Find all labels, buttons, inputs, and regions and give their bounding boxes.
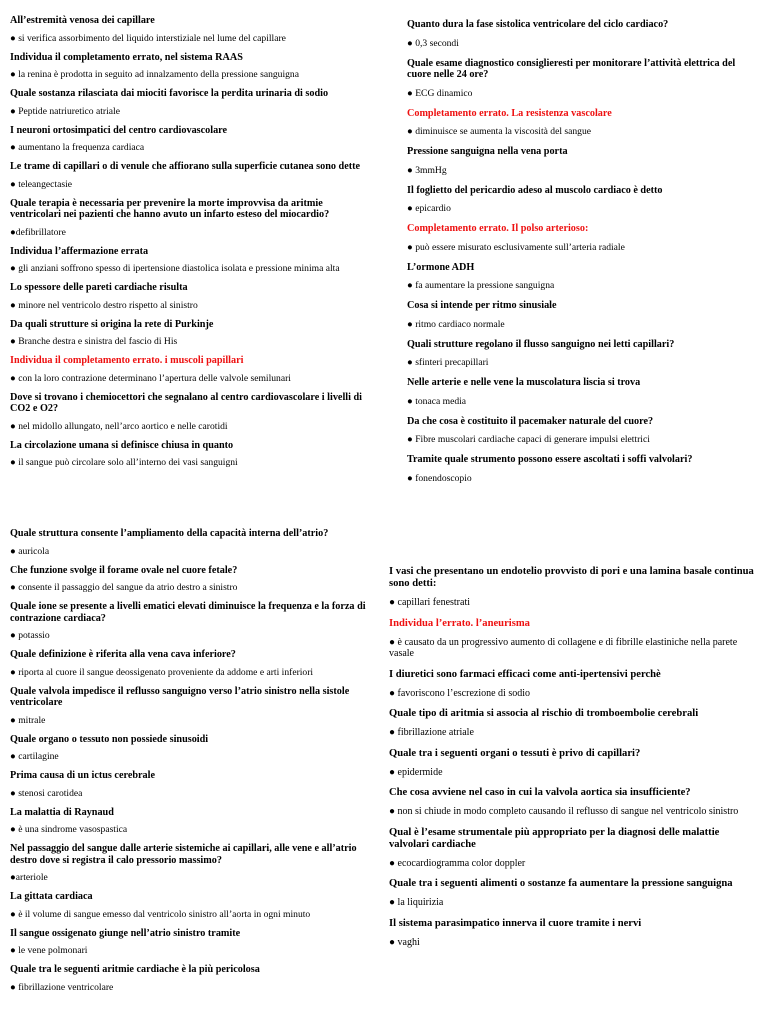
question-text: Quale tra i seguenti organi o tessuti è privo di capillari? xyxy=(389,747,641,759)
answer-text: ● epicardio xyxy=(407,203,451,214)
question-text: Il sangue ossigenato giunge nell’atrio sinistro tramite xyxy=(10,927,241,939)
question-text: Nel passaggio del sangue dalle arterie sistemiche ai capillari, alle vene e all’atrio destro dove si registra il calo pressorio massimo? xyxy=(10,843,357,866)
answer-text: ● la renina è prodotta in seguito ad innalzamento della pressione sanguigna xyxy=(10,69,299,80)
answer-text: ● sfinteri precapillari xyxy=(407,357,489,368)
answer-text: ● potassio xyxy=(10,630,50,641)
answer-text: ● 3mmHg xyxy=(407,164,447,176)
question-text: Quale tipo di aritmia si associa al rischio di tromboembolie cerebrali xyxy=(389,708,699,719)
question-text: Cosa si intende per ritmo sinusiale xyxy=(407,300,557,311)
answer-text: ● fibrillazione ventricolare xyxy=(10,981,114,993)
answer-text: ● 0,3 secondi xyxy=(407,37,459,49)
question-text: I diuretici sono farmaci efficaci come anti-ipertensivi perchè xyxy=(389,668,661,680)
question-text: La gittata cardiaca xyxy=(10,891,93,902)
answer-text: ● le vene polmonari xyxy=(10,945,88,956)
answer-text: ● capillari fenestrati xyxy=(389,597,471,608)
answer-text: ● cartilagine xyxy=(10,751,59,762)
question-text: Qual è l’esame strumentale più appropriato per la diagnosi delle malattie valvolari cardiache xyxy=(389,826,720,850)
answer-text: ● consente il passaggio del sangue da atrio destro a sinistro xyxy=(10,582,238,593)
question-text: Prima causa di un ictus cerebrale xyxy=(10,770,155,781)
column-bottom-right xyxy=(389,566,754,957)
question-text: Individua il completamento errato, nel sistema RAAS xyxy=(10,51,243,63)
answer-text: ● gli anziani soffrono spesso di ipertensione diastolica isolata e pressione minima alta xyxy=(10,263,340,274)
question-text: Le trame di capillari o di venule che affiorano sulla superficie cutanea sono dette xyxy=(10,161,361,172)
question-text: I vasi che presentano un endotelio provvisto di pori e una lamina basale continua sono detti: xyxy=(389,566,754,589)
question-text: Quale valvola impedisce il reflusso sanguigno verso l’atrio sinistro nella sistole ventricolare xyxy=(10,685,350,708)
answer-text: ● non si chiude in modo completo causando il reflusso di sangue nel ventricolo sinistro xyxy=(389,806,739,817)
question-text: Individua il completamento errato. i muscoli papillari xyxy=(10,355,244,366)
answer-text: ● è causato da un progressivo aumento di collagene e di fibrille elastiniche nella parete vasale xyxy=(389,636,738,659)
question-text: Dove si trovano i chemiocettori che segnalano al centro cardiovascolare i livelli di CO2 e O2? xyxy=(10,391,362,414)
question-text: Quali strutture regolano il flusso sanguigno nei letti capillari? xyxy=(407,338,675,350)
answer-text: ● il sangue può circolare solo all’interno dei vasi sanguigni xyxy=(10,457,238,468)
answer-text: ● fibrillazione atriale xyxy=(389,727,474,738)
question-text: Pressione sanguigna nella vena porta xyxy=(407,146,568,157)
question-text: Quale tra i seguenti alimenti o sostanze fa aumentare la pressione sanguigna xyxy=(389,878,733,889)
answer-text: ● è una sindrome vasospastica xyxy=(10,824,128,835)
answer-text: ● Peptide natriuretico atriale xyxy=(10,105,120,117)
answer-text: ● favoriscono l’escrezione di sodio xyxy=(389,687,530,699)
answer-text: ● ritmo cardiaco normale xyxy=(407,318,505,330)
answer-text: ● ecocardiogramma color doppler xyxy=(389,857,526,869)
answer-text: ● auricola xyxy=(10,545,50,557)
answer-text: ● si verifica assorbimento del liquido interstiziale nel lume del capillare xyxy=(10,32,286,44)
question-text: Che funzione svolge il forame ovale nel cuore fetale? xyxy=(10,564,238,576)
answer-text: ●arteriole xyxy=(10,872,48,883)
question-text: Quale tra le seguenti aritmie cardiache è la più pericolosa xyxy=(10,964,260,975)
question-text: Lo spessore delle pareti cardiache risulta xyxy=(10,282,188,293)
question-text: Quale sostanza rilasciata dai miociti favorisce la perdita urinaria di sodio xyxy=(10,88,329,99)
column-bottom-left xyxy=(10,528,370,1001)
answer-text: ● riporta al cuore il sangue deossigenato proveniente da addome e arti inferiori xyxy=(10,666,314,678)
question-text: Quale struttura consente l’ampliamento della capacità interna dell’atrio? xyxy=(10,528,329,539)
question-text: I neuroni ortosimpatici del centro cardiovascolare xyxy=(10,124,228,136)
question-text: Il foglietto del pericardio adeso al muscolo cardiaco è detto xyxy=(407,184,663,196)
answer-text: ● stenosi carotidea xyxy=(10,787,83,799)
question-text: Completamento errato. Il polso arterioso: xyxy=(407,223,589,234)
question-text: Completamento errato. La resistenza vascolare xyxy=(407,107,612,119)
answer-text: ●defibrillatore xyxy=(10,226,66,238)
answer-text: ● tonaca media xyxy=(407,395,467,407)
question-text: All’estremità venosa dei capillare xyxy=(10,15,155,26)
answer-text: ● aumentano la frequenza cardiaca xyxy=(10,142,145,153)
question-text: La malattia di Raynaud xyxy=(10,806,114,818)
answer-text: ● con la loro contrazione determinano l’apertura delle valvole semilunari xyxy=(10,372,291,384)
question-text: La circolazione umana si definisce chiusa in quanto xyxy=(10,439,234,451)
answer-text: ● diminuisce se aumenta la viscosità del sangue xyxy=(407,126,592,137)
answer-text: ● può essere misurato esclusivamente sull’arteria radiale xyxy=(407,241,625,253)
answer-text: ● Branche destra e sinistra del fascio di His xyxy=(10,336,178,347)
question-text: Individua l’errato. l’aneurisma xyxy=(389,617,530,629)
question-text: Quale definizione è riferita alla vena cava inferiore? xyxy=(10,649,236,660)
question-text: Che cosa avviene nel caso in cui la valvola aortica sia insufficiente? xyxy=(389,787,691,798)
answer-text: ● epidermide xyxy=(389,766,443,778)
answer-text: ● è il volume di sangue emesso dal ventricolo sinistro all’aorta in ogni minuto xyxy=(10,908,311,920)
answer-text: ● minore nel ventricolo destro rispetto al sinistro xyxy=(10,299,198,311)
answer-text: ● fa aumentare la pressione sanguigna xyxy=(407,280,555,291)
column-top-right xyxy=(407,19,752,493)
question-text: Quale esame diagnostico consiglieresti per monitorare l’attività elettrica del cuore nelle 24 ore? xyxy=(407,57,736,80)
column-top-left xyxy=(10,15,370,476)
question-text: Individua l’affermazione errata xyxy=(10,245,149,257)
answer-text: ● la liquirizia xyxy=(389,897,444,908)
question-text: Quanto dura la fase sistolica ventricolare del ciclo cardiaco? xyxy=(407,19,669,30)
question-text: Il sistema parasimpatico innerva il cuore tramite i nervi xyxy=(389,917,642,929)
answer-text: ● ECG dinamico xyxy=(407,87,473,99)
answer-text: ● teleangectasie xyxy=(10,178,72,190)
question-text: Da quali strutture si origina la rete di Purkinje xyxy=(10,318,214,330)
answer-text: ● mitrale xyxy=(10,714,46,726)
question-text: L’ormone ADH xyxy=(407,261,475,273)
question-text: Quale organo o tessuto non possiede sinusoidi xyxy=(10,733,209,745)
question-text: Quale ione se presente a livelli ematici elevati diminuisce la frequenza e la forza di contrazione cardiaca? xyxy=(10,601,366,624)
answer-text: ● fonendoscopio xyxy=(407,472,472,484)
question-text: Nelle arterie e nelle vene la muscolatura liscia si trova xyxy=(407,377,641,388)
question-text: Tramite quale strumento possono essere ascoltati i soffi valvolari? xyxy=(407,454,693,465)
answer-text: ● Fibre muscolari cardiache capaci di generare impulsi elettrici xyxy=(407,434,650,445)
question-text: Quale terapia è necessaria per prevenire la morte improvvisa da aritmie ventricolari nei pazienti che hanno avuto un infarto esteso del miocardio? xyxy=(10,197,330,220)
question-text: Da che cosa è costituito il pacemaker naturale del cuore? xyxy=(407,415,654,427)
answer-text: ● nel midollo allungato, nell’arco aortico e nelle carotidi xyxy=(10,420,228,432)
answer-text: ● vaghi xyxy=(389,936,420,948)
